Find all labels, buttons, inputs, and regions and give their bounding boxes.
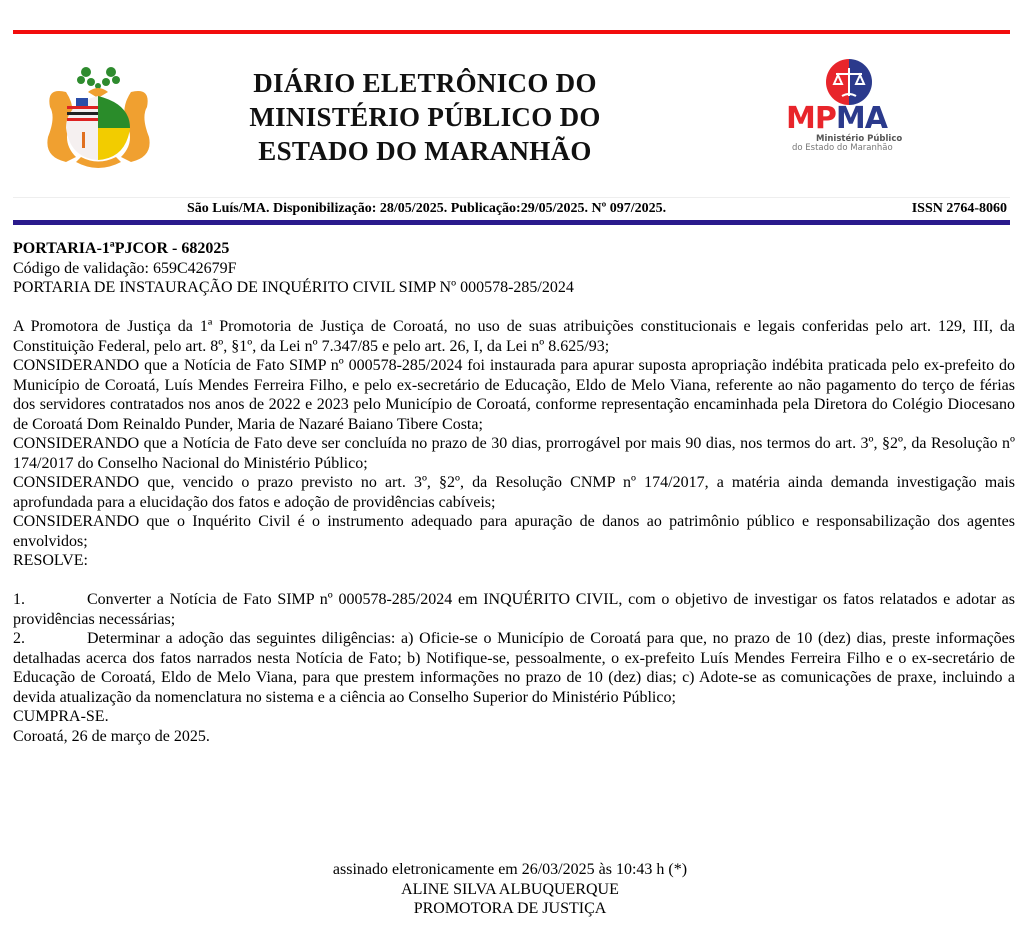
header-divider [13, 197, 1010, 198]
mpma-logo [786, 58, 916, 158]
place-date: Coroatá, 26 de março de 2025. [13, 727, 210, 745]
paragraph: CONSIDERANDO que a Notícia de Fato deve ser concluída no prazo de 30 dias, prorrogável por mais 90 dias, nos termos do art. 3º, §2º, da Resolução nº 174/2017 do Conselho Nacional do Ministério Público; [13, 435, 1015, 472]
mpma-subtitle-2: do Estado do Maranhão [792, 143, 893, 153]
mpma-subtitle-1: Ministério Público [816, 134, 903, 144]
branches-icon [77, 67, 120, 89]
coat-of-arms-logo [36, 62, 161, 174]
shield-icon [66, 96, 130, 160]
item-text: Determinar a adoção das seguintes diligências: a) Oficie-se o Município de Coroatá para que, no prazo de 10 (dez) dias, preste informações detalhadas acerca dos fatos narrados nesta Notícia de Fato; b) Notifique-se, pessoalmente, o ex-prefeito Luís Mendes Ferreira Filho e o ex-secretário de Educação de Coroatá, Eldo de Melo Viana, para que prestem informações no prazo de 10 (dez) dias; c) Adote-se as comunicações de praxe, incluindo a devida atualização da nomenclatura no sistema e a ciência ao Conselho Superior do Ministério Público; [13, 630, 1015, 706]
signed-line: assinado eletronicamente em 26/03/2025 às 10:43 h (*) [332, 861, 688, 878]
validation-code: Código de validação: 659C42679F [13, 259, 237, 277]
signature-block [250, 860, 770, 919]
paragraph: CONSIDERANDO que a Notícia de Fato SIMP nº 000578-285/2024 foi instaurada para apurar suposta apropriação indébita praticada pelo ex-prefeito do Município de Coroatá, Luís Mendes Ferreira Filho, e pelo ex-secretário de Educação, Eldo de Melo Viana, referente ao não pagamento do terço de férias dos servidores contratados nos anos de 2022 e 2023 pelo Município de Coroatá, conforme representação encaminhada pela Diretora do Colégio Diocesano de Coroatá Dom Reinaldo Punder, Maria de Nazaré Baiano Tibere Costa; [13, 357, 1015, 433]
document-heading: PORTARIA-1ªPJCOR - 682025 [13, 240, 230, 257]
closing: CUMPRA-SE. [13, 708, 109, 725]
resolution-item [13, 590, 1015, 629]
document-subtitle: PORTARIA DE INSTAURAÇÃO DE INQUÉRITO CIVIL SIMP Nº 000578-285/2024 [13, 279, 574, 296]
header-bottom-rule [13, 220, 1010, 225]
mpma-wordmark: MPMA [786, 101, 887, 136]
item-number: 1. [13, 591, 25, 608]
title-line: DIÁRIO ELETRÔNICO DO [253, 68, 597, 98]
signer-name: ALINE SILVA ALBUQUERQUE [401, 880, 619, 898]
paragraph: CONSIDERANDO que o Inquérito Civil é o instrumento adequado para apuração de danos ao patrimônio público e responsabilização dos agentes envolvidos; [13, 513, 1015, 550]
scales-of-justice-icon [824, 58, 874, 106]
title-line: MINISTÉRIO PÚBLICO DO [249, 102, 601, 132]
header-top-rule [13, 30, 1010, 34]
publication-title [210, 66, 640, 168]
paragraph: CONSIDERANDO que, vencido o prazo previsto no art. 3º, §2º, da Resolução CNMP nº 174/2017, a matéria ainda demanda investigação mais aprofundada para a elucidação dos fatos e adoção de providências cabíveis; [13, 474, 1015, 511]
document-body [13, 239, 1015, 746]
paragraph: A Promotora de Justiça da 1ª Promotoria de Justiça de Coroatá, no uso de suas atribuições constitucionais e legais conferidas pelo art. 129, III, da Constituição Federal, pelo art. 8º, §1º, da Lei nº 7.347/85 e pelo art. 26, I, da Lei nº 8.625/93; [13, 318, 1015, 355]
resolution-item [13, 629, 1015, 707]
signer-role: PROMOTORA DE JUSTIÇA [413, 900, 607, 917]
publication-info: São Luís/MA. Disponibilização: 28/05/2025. Publicação:29/05/2025. Nº 097/2025. [187, 201, 667, 216]
item-number: 2. [13, 630, 25, 647]
resolve-label: RESOLVE: [13, 552, 88, 569]
issn-label: ISSN 2764-8060 [911, 201, 1007, 216]
title-line: ESTADO DO MARANHÃO [258, 136, 592, 166]
item-text: Converter a Notícia de Fato SIMP nº 000578-285/2024 em INQUÉRITO CIVIL, com o objetivo de investigar os fatos relatados e adotar as providências necessárias; [13, 591, 1015, 628]
